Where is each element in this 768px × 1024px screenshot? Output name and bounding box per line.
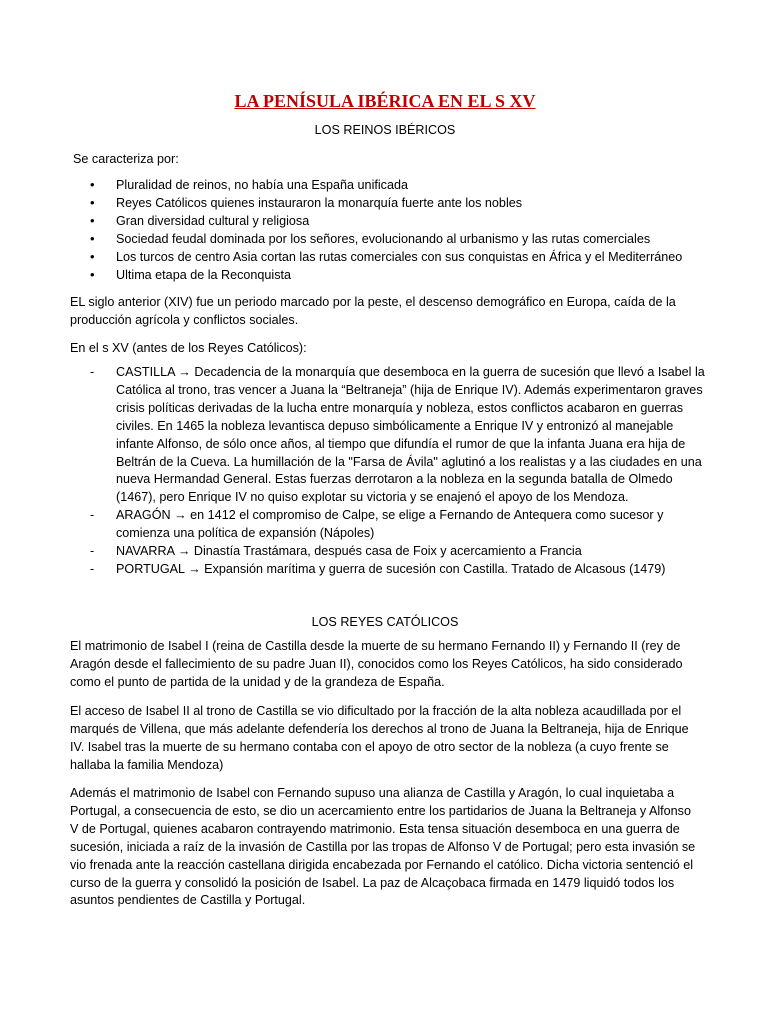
paragraph-acceso: El acceso de Isabel II al trono de Castilla se vio dificultado por la fracción de la alta nobleza acaudillada por el marqués de Villena, que más adelante defendería los derechos al trono de Juana la Beltraneja, hija de Enrique IV. Isabel tras la muerte de su hermano contaba con el apoyo de otro sector de la nobleza (a cuyo frente se hallaba la familia Mendoza) xyxy=(70,704,689,772)
list-item-aragon: - ARAGÓN → en 1412 el compromiso de Calpe, se elige a Fernando de Antequera como sucesor y comienza una política de expansión (Nápoles) xyxy=(70,507,710,543)
characteristics-list xyxy=(70,176,710,284)
list-item-castilla: - CASTILLA → Decadencia de la monarquía que desemboca en la guerra de sucesión que llevó a Isabel la Católica al trono, tras vencer a Juana la “Beltraneja” (hija de Enrique IV). Además experimentaron graves crisis políticas derivadas de la lucha entre monarquía y nobleza, estos conflictos acabaron en guerras civiles. En 1465 la nobleza levantisca depuso simbólicamente a Enrique IV y entronizó al manejable infante Alfonso, de sólo once años, al tiempo que difundía el rumor de que la infanta Juana era hija de Beltrán de la Cueva. La humillación de la "Farsa de Ávila" aglutinó a los realistas y a las ciudades en una nueva Hermandad General. Estas fuerzas derrotaron a la nobleza en la segunda batalla de Olmedo (1467), pero Enrique IV no quiso explotar su victoria y se enajenó el apoyo de los Mendoza. xyxy=(70,364,710,507)
kingdoms-list xyxy=(70,364,710,579)
list-item: • Ultima etapa de la Reconquista xyxy=(70,266,710,284)
page-title: LA PENÍSULA IBÉRICA EN EL S XV xyxy=(234,91,536,111)
paragraph-matrimonio: El matrimonio de Isabel I (reina de Castilla desde la muerte de su hermano Fernando II) y Fernando II (rey de Aragón desde el fallecimiento de su padre Juan II), conocidos como los Reyes Católicos, ha sido considerado como el punto de partida de la unidad y de la grandeza de España. xyxy=(70,639,683,689)
list-item: • Los turcos de centro Asia cortan las rutas comerciales con sus conquistas en África y el Mediterráneo xyxy=(70,248,710,266)
list-item: • Reyes Católicos quienes instauraron la monarquía fuerte ante los nobles xyxy=(70,194,710,212)
section-heading-reinos: LOS REINOS IBÉRICOS xyxy=(314,123,456,137)
list-item: • Pluralidad de reinos, no había una España unificada xyxy=(70,176,710,194)
list-item: • Sociedad feudal dominada por los señores, evolucionando al urbanismo y las rutas comerciales xyxy=(70,230,710,248)
intro-text: Se caracteriza por: xyxy=(73,152,179,166)
section-heading-reyes-catolicos: LOS REYES CATÓLICOS xyxy=(311,615,459,629)
paragraph-alianza: Además el matrimonio de Isabel con Fernando supuso una alianza de Castilla y Aragón, lo cual inquietaba a Portugal, a consecuencia de esto, se dio un acercamiento entre los partidarios de Juana la Beltraneja y Alfonso V de Portugal, quienes acabaron contrayendo matrimonio. Esta tensa situación desemboca en una guerra de sucesión, iniciada a raíz de la invasión de Castilla por las tropas de Alfonso V de Portugal; pero esta invasión se vio frenada ante la reacción castellana dirigida encabezada por Fernando el católico. Dicha victoria sentenció el curso de la guerra y consolidó la posición de Isabel. La paz de Alcaçobaca firmada en 1479 liquidó todos los asuntos pendientes de Castilla y Portugal. xyxy=(70,786,696,908)
paragraph-s-xv: En el s XV (antes de los Reyes Católicos): xyxy=(70,341,307,355)
paragraph-siglo-xiv: EL siglo anterior (XIV) fue un periodo marcado por la peste, el descenso demográfico en Europa, caída de la producción agrícola y conflictos sociales. xyxy=(70,295,676,327)
list-item-portugal: - PORTUGAL → Expansión marítima y guerra de sucesión con Castilla. Tratado de Alcasous (1479) xyxy=(70,561,710,579)
list-item-navarra: - NAVARRA → Dinastía Trastámara, después casa de Foix y acercamiento a Francia xyxy=(70,543,710,561)
list-item: • Gran diversidad cultural y religiosa xyxy=(70,212,710,230)
